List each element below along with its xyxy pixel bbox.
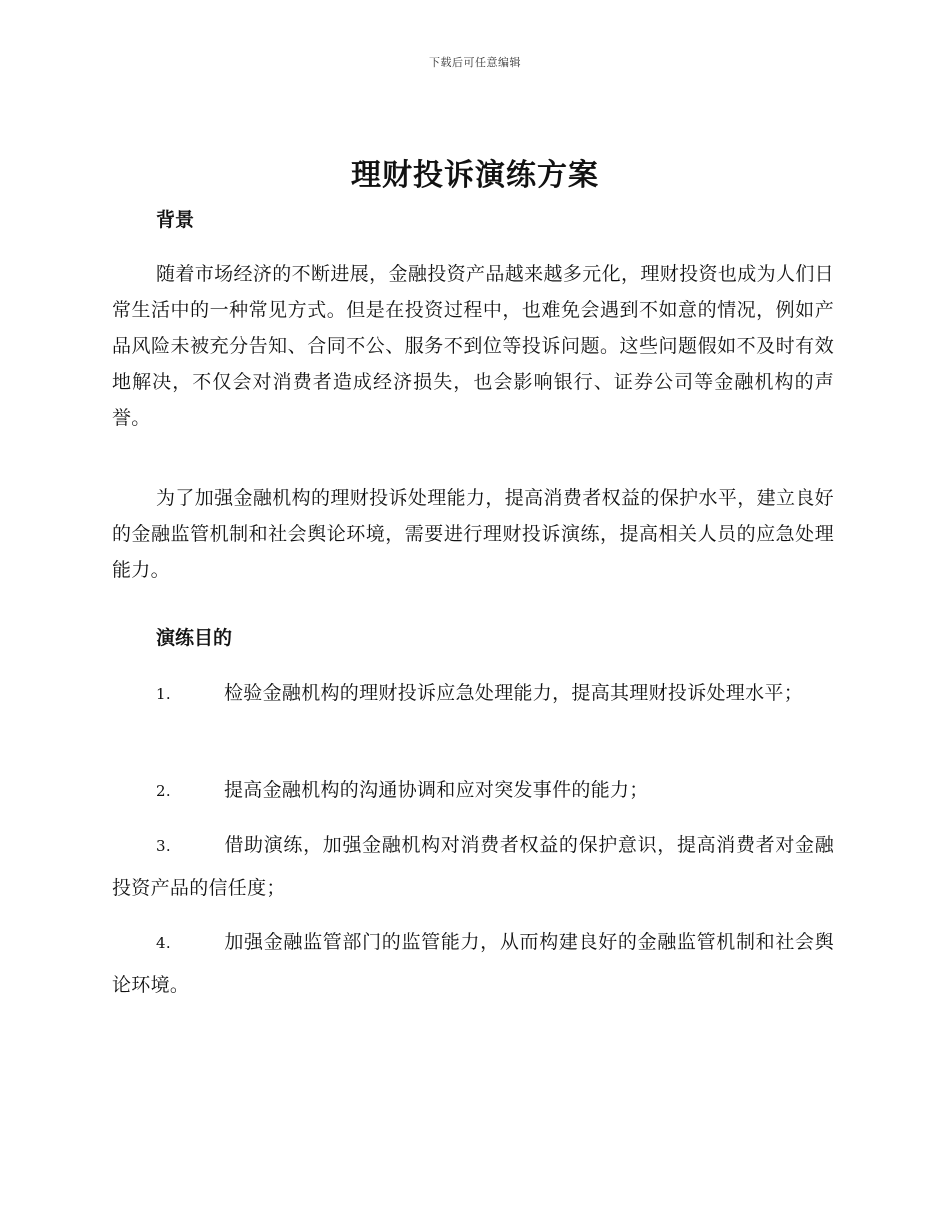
background-paragraph-1 [112,256,834,436]
header-note: 下载后可任意编辑 [429,56,521,69]
list-number: 4. [156,934,171,952]
list-item [112,769,834,812]
list-item-text: 加强金融监管部门的监管能力，从而构建良好的金融监管机制和社会舆论环境。 [112,931,834,996]
list-item [112,824,834,909]
list-item-text: 借助演练，加强金融机构对消费者权益的保护意识，提高消费者对金融投资产品的信任度； [112,834,834,899]
section-heading-purpose: 演练目的 [156,627,233,649]
document-title: 理财投诉演练方案 [351,158,599,193]
paragraph: 随着市场经济的不断进展，金融投资产品越来越多元化，理财投资也成为人们日常生活中的一种常见方式。但是在投资过程中，也难免会遇到不如意的情况，例如产品风险未被充分告知、合同不公、服务不到位等投诉问题。这些问题假如不及时有效地解决，不仅会对消费者造成经济损失，也会影响银行、证券公司等金融机构的声誉。 [112,263,834,429]
list-item-text: 检验金融机构的理财投诉应急处理能力，提高其理财投诉处理水平； [224,682,804,704]
background-paragraph-2 [112,480,834,588]
list-number: 2. [156,782,171,800]
paragraph: 为了加强金融机构的理财投诉处理能力，提高消费者权益的保护水平，建立良好的金融监管机制和社会舆论环境，需要进行理财投诉演练，提高相关人员的应急处理能力。 [112,487,834,581]
list-number: 3. [156,837,171,855]
list-item-text: 提高金融机构的沟通协调和应对突发事件的能力； [224,779,649,801]
list-item [112,672,834,715]
section-heading-background: 背景 [156,209,195,231]
list-number: 1. [156,685,171,703]
section-purpose [112,624,834,652]
section-background [112,206,834,234]
list-item [112,921,834,1006]
